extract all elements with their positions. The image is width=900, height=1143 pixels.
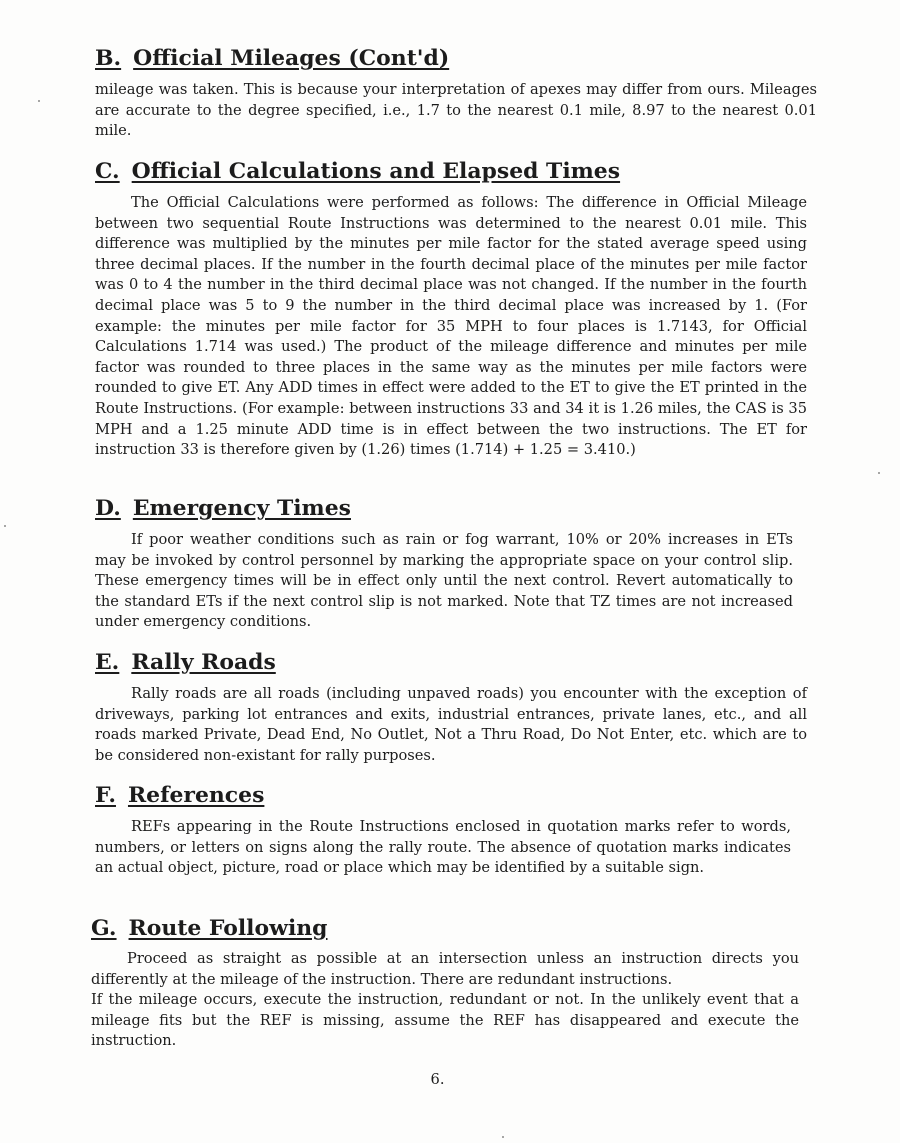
section-f-body: REFs appearing in the Route Instructions enclosed in quotation marks refer to words, numbers, or letters on signs along the rally route. The absence of quotation marks indicates an actual object, picture, road or place which may be identified by a suitable sign. xyxy=(95,818,791,877)
section-c-letter: C. xyxy=(95,158,120,184)
section-b-title: Official Mileages (Cont'd) xyxy=(133,45,450,71)
section-g-heading xyxy=(91,915,328,941)
section-d-heading xyxy=(95,495,351,521)
section-b-letter: B. xyxy=(95,45,122,71)
page-number: 6. xyxy=(430,1071,445,1088)
scan-speck xyxy=(878,472,880,474)
section-d-body: If poor weather conditions such as rain or fog warrant, 10% or 20% increases in ETs may be invoked by control personnel by marking the appropriate space on your control slip. These emergency times will be in effect only until the next control. Revert automatically to the standard ETs if the next control slip is not marked. Note that TZ times are not increased under emergency conditions. xyxy=(95,531,793,631)
section-g-body-line1: Proceed as straight as possible at an intersection unless an instruction directs you differently at the mileage of the instruction. There are redundant instructions. xyxy=(91,950,799,988)
scan-speck xyxy=(502,1136,504,1138)
section-g-letter: G. xyxy=(91,915,117,941)
section-d-title: Emergency Times xyxy=(132,495,351,521)
section-e-heading xyxy=(95,649,276,675)
section-f-heading xyxy=(95,782,265,808)
section-b-body: mileage was taken. This is because your interpretation of apexes may differ from ours. Mileages are accurate to the degree specified, i.e., 1.7 to the nearest 0.1 mile, 8.97 to the nearest 0.01 mile. xyxy=(95,81,817,140)
section-c-body: The Official Calculations were performed as follows: The difference in Official Mileage between two sequential Route Instructions was determined to the nearest 0.01 mile. This difference was multiplied by the minutes per mile factor for the stated average speed using three decimal places. If the number in the fourth decimal place of the minutes per mile factor was 0 to 4 the number in the third decimal place was not changed. If the number in the fourth decimal place was 5 to 9 the number in the third decimal place was increased by 1. (For example: the minutes per mile factor for 35 MPH to four places is 1.7143, for Official Calculations 1.714 was used.) The product of the mileage difference and minutes per mile factor was rounded to three places in the same way as the minutes per mile factors were rounded to give ET. Any ADD times in effect were added to the ET to give the ET printed in the Route Instructions. (For example: between instructions 33 and 34 it is 1.26 miles, the CAS is 35 MPH and a 1.25 minute ADD time is in effect between the two instructions. The ET for instruction 33 is therefore given by (1.26) times (1.714) + 1.25 = 3.410.) xyxy=(95,194,807,459)
section-e-title: Rally Roads xyxy=(131,649,276,675)
section-b-heading xyxy=(95,45,450,71)
section-g-body-line2: If the mileage occurs, execute the instruction, redundant or not. In the unlikely event that a mileage fits but the REF is missing, assume the REF has disappeared and execute the instruction. xyxy=(91,991,799,1050)
section-f-letter: F. xyxy=(95,782,116,808)
scan-speck xyxy=(4,525,6,527)
section-c-heading xyxy=(95,158,621,184)
section-e-letter: E. xyxy=(95,649,120,675)
section-c-title: Official Calculations and Elapsed Times xyxy=(131,158,621,184)
section-d-letter: D. xyxy=(95,495,121,521)
section-f-title: References xyxy=(127,782,265,808)
section-g-title: Route Following xyxy=(128,915,328,941)
section-e-body: Rally roads are all roads (including unpaved roads) you encounter with the exception of driveways, parking lot entrances and exits, industrial entrances, private lanes, etc., and all roads marked Private, Dead End, No Outlet, Not a Thru Road, Do Not Enter, etc. which are to be considered non-existant for rally purposes. xyxy=(95,685,807,764)
scan-speck xyxy=(38,100,40,102)
